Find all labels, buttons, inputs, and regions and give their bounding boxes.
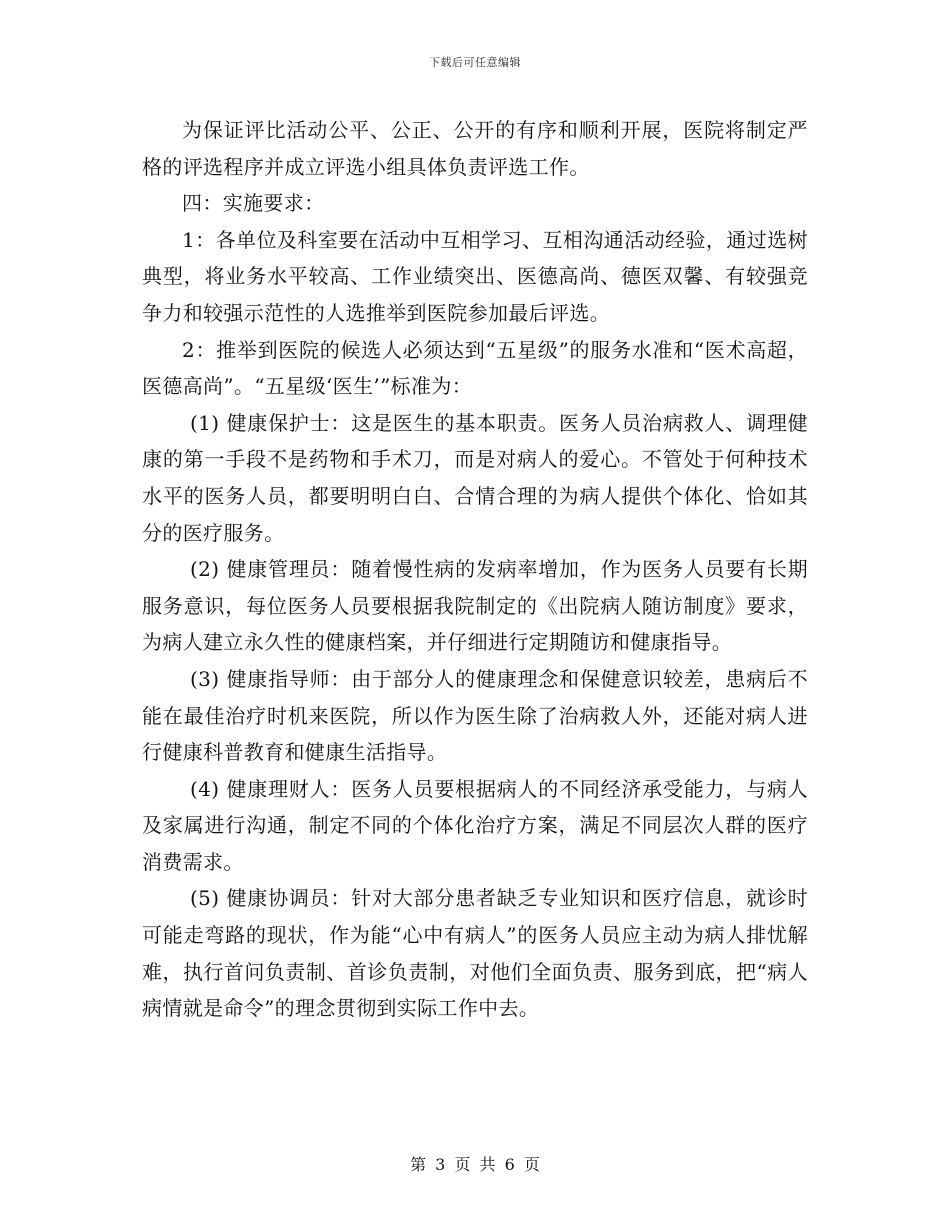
paragraph-health-instructor: (3) 健康指导师：由于部分人的健康理念和保健意识较差，患病后不能在最佳治疗时机来医院，所以作为医生除了治病救人外，还能对病人进行健康科普教育和健康生活指导。 — [142, 666, 808, 765]
paragraph-health-manager: (2) 健康管理员：随着慢性病的发病率增加，作为医务人员要有长期服务意识，每位医务人员要根据我院制定的《出院病人随访制度》要求，为病人建立永久性的健康档案，并仔细进行定期随访和健康指导。 — [142, 557, 808, 655]
paragraph-health-protector: (1) 健康保护士：这是医生的基本职责。医务人员治病救人、调理健康的第一手段不是药物和手术刀，而是对病人的爱心。不管处于何种技术水平的医务人员，都要明明白白、合情合理的为病人提供个体化、恰如其分的医疗服务。 — [142, 410, 808, 545]
paragraph-requirement-1: 1：各单位及科室要在活动中互相学习、互相沟通活动经验，通过选树典型，将业务水平较高、工作业绩突出、医德高尚、德医双馨、有较强竞争力和较强示范性的人选推举到医院参加最后评选。 — [142, 227, 808, 325]
header-note: 下载后可任意编辑 — [429, 56, 521, 69]
page-number-footer: 第 3 页 共 6 页 — [410, 1155, 540, 1174]
paragraph-requirement-2: 2：推举到医院的候选人必须达到“五星级”的服务水准和“医术高超，医德高尚”。“五星级‘医生’”标准为： — [142, 337, 808, 399]
body-text — [142, 112, 808, 1027]
paragraph-selection-procedure: 为保证评比活动公平、公正、公开的有序和顺利开展，医院将制定严格的评选程序并成立评选小组具体负责评选工作。 — [142, 118, 808, 179]
paragraph-health-financial-advisor: (4) 健康理财人：医务人员要根据病人的不同经济承受能力，与病人及家属进行沟通，制定不同的个体化治疗方案，满足不同层次人群的医疗消费需求。 — [142, 776, 808, 874]
section-heading-requirements: 四：实施要求： — [182, 191, 325, 216]
paragraph-health-coordinator: (5) 健康协调员：针对大部分患者缺乏专业知识和医疗信息，就诊时可能走弯路的现状，作为能“心中有病人”的医务人员应主动为病人排忧解难，执行首问负责制、首诊负责制，对他们全面负责、服务到底，把“病人病情就是命令”的理念贯彻到实际工作中去。 — [142, 886, 808, 1021]
